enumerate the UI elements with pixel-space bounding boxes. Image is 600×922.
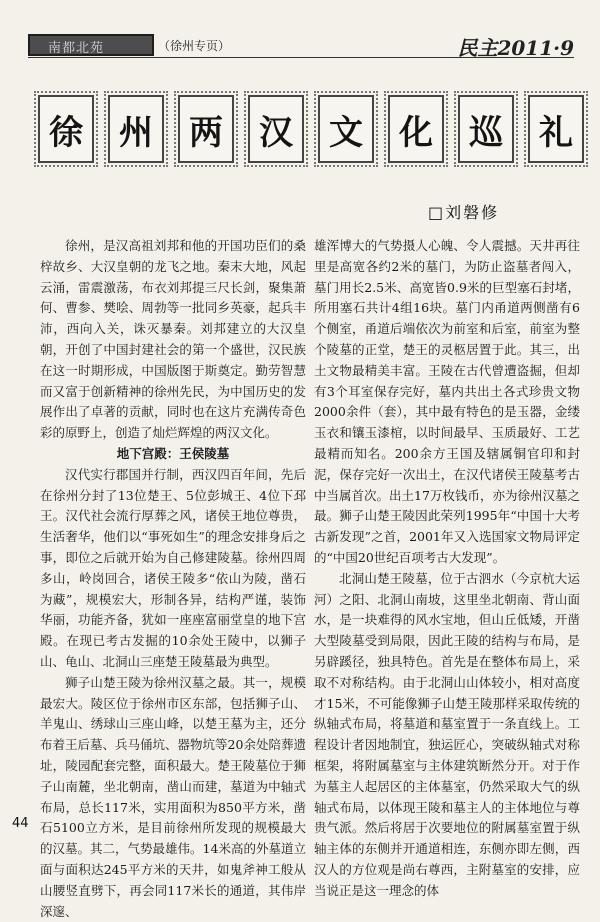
title-char-box: 化 bbox=[388, 95, 444, 163]
title-char-box: 礼 bbox=[528, 95, 584, 163]
article-title bbox=[38, 95, 583, 167]
right-column bbox=[314, 236, 580, 902]
page-header bbox=[0, 34, 600, 58]
column-name: 南都北苑 bbox=[48, 41, 105, 56]
column-name-badge bbox=[28, 34, 154, 56]
author-byline: □刘磐修 bbox=[428, 203, 500, 222]
body-paragraph: 雄浑博大的气势摄人心魄、令人震撼。天井再往里是高宽各约2米的墓门，为防止盗墓者闯入，墓门用长2.5米、高宽皆0.9米的巨型塞石封堵，所用塞石共计4组16块。墓门内甬道两侧凿有6个侧室，甬道后端依次为前室和后室，前室为整个陵墓的正堂，楚王的灵柩居置于此。其三，出土文物最精美丰富。王陵在古代曾遭盗掘，但却有3个耳室保存完好，墓内共出土各式珍贵文物2000余件（套），其中最有特色的是玉器，金缕玉衣和镶玉漆棺，以时间最早、玉质最好、工艺最精而知名。200余方王国及辖属铜官印和封泥，保存完好一次出土，在汉代诸侯王陵墓考古中当属首次。出土17万枚钱币，亦为徐州汉墓之最。狮子山楚王陵因此荣列1995年“中国十大考古新发现”之首，2001年又入选国家文物局评定的“中国20世纪百项考古大发现”。 bbox=[314, 238, 580, 565]
section-label: （徐州专页） bbox=[158, 39, 231, 53]
title-char-box: 巡 bbox=[458, 95, 514, 163]
title-char-box: 汉 bbox=[248, 95, 304, 163]
title-char-box: 文 bbox=[318, 95, 374, 163]
body-paragraph: 狮子山楚王陵为徐州汉墓之最。其一，规模最宏大。陵区位于徐州市区东部，包括狮子山、羊鬼山、绣球山三座山峰，以楚王墓为主，还分布着王后墓、兵马俑坑、器物坑等20余处陪葬遗址，陵园配套完整，面积最大。楚王陵墓位于狮子山南麓，坐北朝南，凿山而建，墓道为中轴式布局，总长117米，实用面积为850平方米，凿石5100立方米，是目前徐州所发现的规模最大的汉墓。其二，气势最雄伟。14米高的外墓道立面与面积达245平方米的天井，如鬼斧神工般从山腰竖直劈下，再会同117米长的通道，其伟岸深邃、 bbox=[40, 674, 306, 919]
body-paragraph: 北洞山楚王陵墓，位于古泗水（今京杭大运河）之阳、北洞山南坡，这里坐北朝南、背山面水，是一块难得的风水宝地，但山丘低矮，开凿大型陵墓受到局限，因此王陵的结构与布局，是另辟蹊径，独具特色。首先是在整体布局上，采取不对称结构。由于北洞山山体较小，相对高度才15米，不可能像狮子山楚王陵那样采取传统的纵轴式布局，将墓道和墓室置于一条直线上。工程设计者因地制宜，独运匠心，突破纵轴式对称框架，将附属墓室与主体建筑断然分开。对于作为墓主人起居区的主体墓室，仍然采取大气的纵轴式布局，以体现王陵和墓主人的主体地位与尊贵气派。然后将居于次要地位的附属墓室置于纵轴主体的东侧并开通道相连，东侧亦即左侧，西汉人的方位观是尚右尊西，主附墓室的安排，应当说正是这一理念的体 bbox=[314, 570, 580, 898]
title-char-box: 两 bbox=[178, 95, 234, 163]
section-heading: 地下宫殿：王侯陵墓 bbox=[116, 445, 230, 461]
left-column bbox=[40, 236, 306, 922]
issue-label: 民主2011·9 bbox=[457, 36, 574, 60]
intro-paragraph: 徐州，是汉高祖刘邦和他的开国功臣们的桑梓故乡、大汉皇朝的龙飞之地。秦末大地，风起云涌，雷震激荡，布衣刘邦提三尺长剑，聚集萧何、曹参、樊哙、周勃等一批同乡英豪，起兵丰沛，西向入关，诛灭暴秦。刘邦建立的大汉皇朝，开创了中国封建社会的第一个盛世，汉民族在这一时期形成，中国版图于斯奠定。勤劳智慧而又富于创新精神的徐州先民，为中国历史的发展作出了卓著的贡献，同时也在这片充满传奇色彩的原野上，创造了灿烂辉煌的两汉文化。 bbox=[40, 238, 306, 441]
title-char-box: 州 bbox=[108, 95, 164, 163]
page-number: 44 bbox=[12, 816, 29, 831]
header-rule bbox=[28, 57, 574, 58]
body-paragraph: 汉代实行郡国并行制，西汉四百年间，先后在徐州分封了13位楚王、5位彭城王、4位下邳王。汉代社会流行厚葬之风，诸侯王地位尊贵，生活奢华，他们以“事死如生”的理念安排身后之事，即位之后就开始为自己修建陵墓。徐州四周多山，岭岗回合，诸侯王陵多“依山为陵，凿石为藏”，规模宏大，形制各异，结构严谨，装饰华丽，功能齐备，犹如一座座富丽堂皇的地下宫殿。在现已考古发掘的10余处王陵中，以狮子山、龟山、北洞山三座楚王陵墓最为典型。 bbox=[40, 466, 306, 669]
title-char-box: 徐 bbox=[38, 95, 94, 163]
